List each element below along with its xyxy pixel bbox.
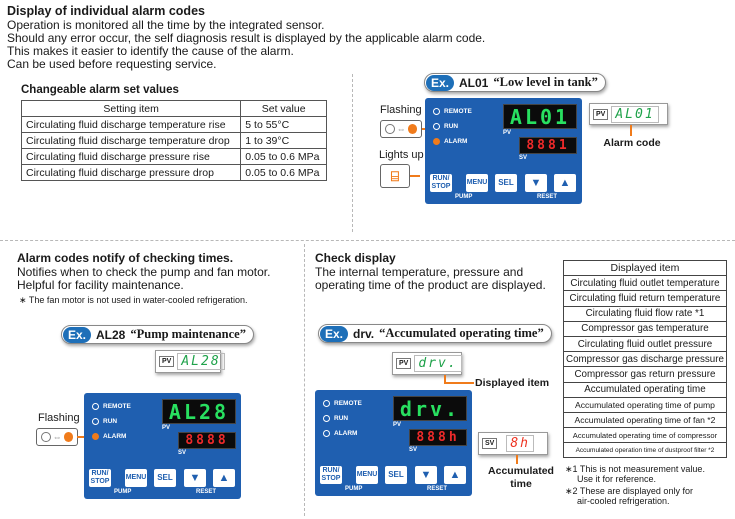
run-stop-button[interactable]: RUN/ STOP [90, 470, 110, 485]
displayed-cell: Circulating fluid return temperature [564, 291, 727, 306]
example-code: AL01 [459, 75, 489, 90]
lights-up-icon: ⌸ [380, 164, 410, 188]
down-button[interactable]: ▼ [415, 466, 437, 484]
check-line-2: operating time of the product are displayed. [315, 278, 546, 292]
displayed-cell: Compressor gas return pressure [564, 367, 727, 382]
flashing-label: Flashing [380, 104, 422, 116]
table-row [564, 412, 727, 427]
example-header-drv [318, 324, 552, 343]
reset-label: RESET [196, 489, 217, 495]
pv-tag: PV [593, 109, 608, 120]
displayed-cell: Accumulated operating time of pump [564, 397, 727, 412]
callout-value: AL28 [177, 353, 224, 370]
displayed-cell: Accumulated operating time of fan *2 [564, 412, 727, 427]
alarm-code-label: Alarm code [603, 137, 661, 149]
table-row [22, 165, 327, 181]
up-button[interactable]: ▲ [444, 466, 466, 484]
pv-callout [589, 103, 668, 125]
table-row [564, 336, 727, 351]
pv-label: PV [162, 425, 171, 431]
up-button[interactable]: ▲ [554, 174, 576, 192]
displayed-cell: Accumulated operation time of dustproof filter *2 [564, 443, 727, 458]
alarm-indicator: ALARM [433, 138, 467, 145]
pv-label: PV [503, 130, 512, 136]
settings-cell: Circulating fluid discharge temperature rise [22, 117, 241, 133]
sv-label: SV [178, 450, 187, 456]
callout-value: 8h [506, 435, 534, 452]
settings-cell: 5 to 55°C [241, 117, 327, 133]
fan-note: ∗ The fan motor is not used in water-cooled refrigeration. [19, 295, 248, 305]
table-row [564, 321, 727, 336]
intro-line-2: Should any error occur, the self diagnosis result is displayed by the applicable alarm code. [7, 31, 486, 45]
run-indicator: RUN [433, 123, 458, 130]
example-header-al01 [424, 73, 606, 92]
controller-panel [315, 390, 472, 496]
alarm-indicator: ALARM [323, 430, 357, 437]
sv-label: SV [519, 155, 528, 161]
settings-header-value: Set value [241, 101, 327, 117]
flashing-label: Flashing [38, 412, 80, 424]
table-row [22, 117, 327, 133]
checking-line-1: Notifies when to check the pump and fan motor. [17, 265, 271, 279]
pv-tag: PV [159, 356, 174, 367]
sv-tag: SV [482, 438, 497, 449]
pv-callout [392, 352, 462, 375]
settings-cell: Circulating fluid discharge pressure rise [22, 149, 241, 165]
example-code: AL28 [96, 327, 126, 342]
example-header-al28 [61, 325, 254, 344]
flashing-indicator-icon: ⇔ [380, 120, 422, 138]
settings-cell: 1 to 39°C [241, 133, 327, 149]
sel-button[interactable]: SEL [385, 466, 407, 484]
table-row [564, 382, 727, 397]
remote-indicator: REMOTE [323, 400, 362, 407]
sel-button[interactable]: SEL [495, 174, 517, 192]
divider [0, 240, 735, 241]
pointer-line [516, 455, 518, 464]
run-stop-button[interactable]: RUN/ STOP [321, 467, 341, 482]
settings-cell: 0.05 to 0.6 MPa [241, 165, 327, 181]
ex-badge: Ex. [320, 326, 348, 342]
displayed-item-label: Displayed item [475, 377, 550, 389]
reset-label: RESET [537, 194, 558, 200]
footnote-1b: Use it for reference. [577, 474, 657, 484]
footnote-2b: air-cooled refrigeration. [577, 496, 670, 506]
pv-label: PV [393, 422, 402, 428]
menu-button[interactable]: MENU [125, 469, 147, 487]
table-row [22, 149, 327, 165]
table-row [564, 352, 727, 367]
pv-display: drv. [393, 396, 467, 421]
displayed-cell: Circulating fluid outlet temperature [564, 276, 727, 291]
pointer-line [410, 175, 420, 177]
sv-label: SV [409, 447, 418, 453]
table-row [22, 133, 327, 149]
pump-label: PUMP [345, 486, 363, 492]
sel-button[interactable]: SEL [154, 469, 176, 487]
settings-cell: Circulating fluid discharge temperature drop [22, 133, 241, 149]
pump-label: PUMP [114, 489, 132, 495]
divider [304, 244, 305, 516]
table-row [564, 276, 727, 291]
pv-display: AL01 [503, 104, 577, 129]
pv-callout [155, 350, 221, 373]
accumulated-label: Accumulated [488, 465, 554, 477]
reset-label: RESET [427, 486, 448, 492]
settings-cell: 0.05 to 0.6 MPa [241, 149, 327, 165]
controller-panel [425, 98, 582, 204]
intro-line-1: Operation is monitored all the time by the integrated sensor. [7, 18, 325, 32]
displayed-cell: Compressor gas temperature [564, 321, 727, 336]
checking-line-2: Helpful for facility maintenance. [17, 278, 184, 292]
alarm-indicator: ALARM [92, 433, 126, 440]
intro-line-4: Can be used before requesting service. [7, 57, 217, 71]
settings-header-item: Setting item [22, 101, 241, 117]
pv-tag: PV [396, 358, 411, 369]
run-indicator: RUN [92, 418, 117, 425]
menu-button[interactable]: MENU [356, 466, 378, 484]
flashing-indicator-icon: ⇔ [36, 428, 78, 446]
displayed-cell: Circulating fluid flow rate *1 [564, 306, 727, 321]
settings-table [21, 100, 327, 181]
run-indicator: RUN [323, 415, 348, 422]
example-desc: “Accumulated operating time” [379, 326, 544, 340]
table-row [564, 367, 727, 382]
displayed-items-table [563, 260, 727, 458]
remote-indicator: REMOTE [433, 108, 472, 115]
controller-panel [84, 393, 241, 499]
displayed-cell: Circulating fluid outlet pressure [564, 336, 727, 351]
up-button[interactable]: ▲ [213, 469, 235, 487]
footnote-1a: ∗1 This is not measurement value. [565, 464, 705, 474]
section-title-checking: Alarm codes notify of checking times. [17, 251, 234, 265]
displayed-cell: Accumulated operating time [564, 382, 727, 397]
displayed-cell: Compressor gas discharge pressure [564, 352, 727, 367]
section-title-alarm-codes: Display of individual alarm codes [7, 4, 205, 18]
sv-display: 8888 [178, 432, 236, 449]
table-row [564, 443, 727, 458]
divider [352, 74, 353, 232]
example-desc: “Low level in tank” [493, 75, 598, 89]
check-line-1: The internal temperature, pressure and [315, 265, 524, 279]
settings-title: Changeable alarm set values [21, 84, 179, 96]
down-button[interactable]: ▼ [525, 174, 547, 192]
settings-cell: Circulating fluid discharge pressure drop [22, 165, 241, 181]
menu-button[interactable]: MENU [466, 174, 488, 192]
sv-display: 8881 [519, 137, 577, 154]
callout-value: drv. [414, 355, 461, 372]
pv-display: AL28 [162, 399, 236, 424]
footnote-2a: ∗2 These are displayed only for [565, 486, 693, 496]
ex-badge: Ex. [63, 327, 91, 343]
down-button[interactable]: ▼ [184, 469, 206, 487]
remote-indicator: REMOTE [92, 403, 131, 410]
example-desc: “Pump maintenance” [130, 327, 246, 341]
run-stop-button[interactable]: RUN/ STOP [431, 175, 451, 190]
lights-up-label: Lights up [379, 149, 424, 161]
ex-badge: Ex. [426, 75, 454, 91]
time-label: time [510, 478, 532, 490]
displayed-cell: Accumulated operating time of compressor [564, 428, 727, 443]
section-title-check-display: Check display [315, 251, 396, 265]
pump-label: PUMP [455, 194, 473, 200]
intro-line-3: This makes it easier to identify the cause of the alarm. [7, 44, 294, 58]
example-code: drv. [353, 326, 375, 341]
table-row [564, 397, 727, 412]
callout-value: AL01 [611, 106, 658, 123]
table-row [564, 428, 727, 443]
pointer-line [630, 125, 632, 136]
table-row [564, 291, 727, 306]
table-row [564, 306, 727, 321]
sv-callout [478, 432, 548, 455]
displayed-header: Displayed item [564, 261, 727, 276]
sv-display: 888h [409, 429, 467, 446]
pointer-line [444, 382, 474, 384]
